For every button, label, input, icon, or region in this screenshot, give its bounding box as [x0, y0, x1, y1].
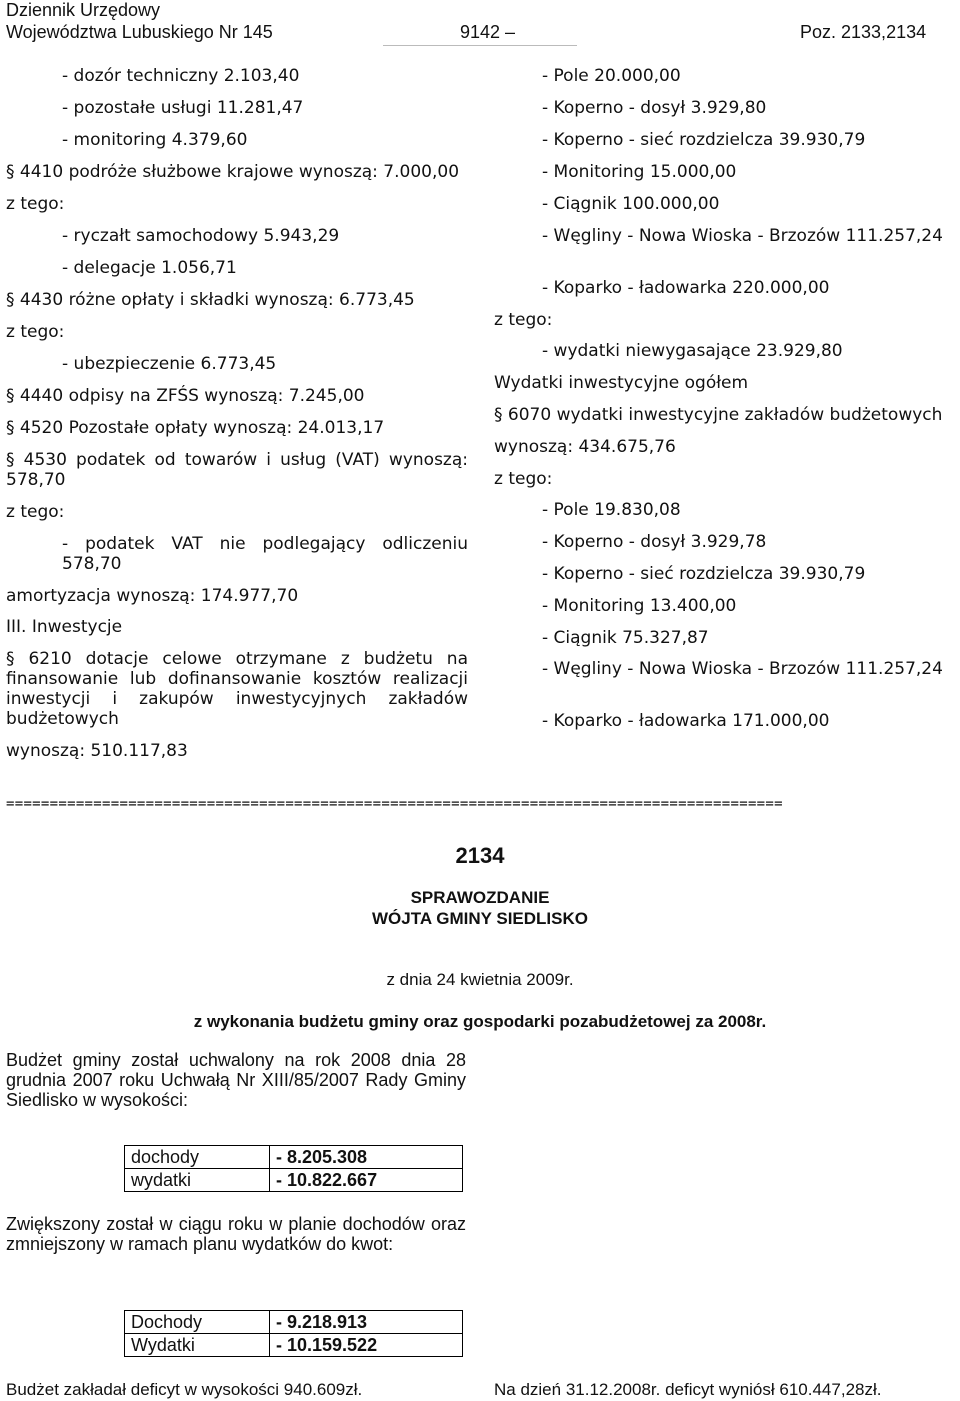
budget-paragraph: Budżet gminy został uchwalony na rok 2008 dnia 28 grudnia 2007 roku Uchwałą Nr XIII/85/2007 Rady Gminy Siedlisko w wysokości:: [6, 1050, 466, 1110]
paragraph-item: § 4530 podatek od towarów i usług (VAT) wynoszą: 578,70: [6, 450, 468, 490]
paragraph-item: § 4440 odpisy na ZFŚS wynoszą: 7.245,00: [6, 386, 365, 406]
z-tego-label: z tego:: [6, 194, 65, 214]
table-row: [125, 1311, 463, 1334]
journal-title: Dziennik Urzędowy: [6, 0, 161, 20]
budget-table: [124, 1145, 463, 1192]
list-item: - Koparko - ładowarka 171.000,00: [542, 711, 830, 731]
table-cell-value: - 8.205.308: [270, 1146, 463, 1169]
document-title-authority: WÓJTA GMINY SIEDLISKO: [372, 909, 588, 928]
z-tego-label: z tego:: [6, 322, 65, 342]
section-heading: III. Inwestycje: [6, 617, 123, 637]
amount-line: wynoszą: 434.675,76: [494, 437, 676, 457]
position-number: Poz. 2133,2134: [800, 22, 927, 42]
list-item: - monitoring 4.379,60: [62, 130, 248, 150]
table-cell-value: - 9.218.913: [270, 1311, 463, 1334]
paragraph-item: § 6070 wydatki inwestycyjne zakładów budżetowych: [494, 405, 943, 425]
table-cell-label: dochody: [125, 1146, 270, 1169]
table-row: [125, 1334, 463, 1357]
paragraph-item: § 4410 podróże służbowe krajowe wynoszą: 7.000,00: [6, 162, 460, 182]
revised-budget-table: [124, 1310, 463, 1357]
list-item: - dozór techniczny 2.103,40: [62, 66, 300, 86]
list-item: - Ciągnik 75.327,87: [542, 628, 709, 648]
table-cell-value: - 10.822.667: [270, 1169, 463, 1192]
journal-subtitle: Województwa Lubuskiego Nr 145: [6, 22, 273, 42]
list-item: - Węgliny - Nowa Wioska - Brzozów 111.257,24: [542, 226, 943, 246]
list-item: - ryczałt samochodowy 5.943,29: [62, 226, 340, 246]
document-number: 2134: [455, 843, 505, 868]
list-item: - Koperno - sieć rozdzielcza 39.930,79: [542, 564, 866, 584]
table-cell-label: Dochody: [125, 1311, 270, 1334]
depreciation-line: amortyzacja wynoszą: 174.977,70: [6, 586, 299, 606]
list-item: - Ciągnik 100.000,00: [542, 194, 720, 214]
section-heading: Wydatki inwestycyjne ogółem: [494, 373, 749, 393]
list-item: - Pole 19.830,08: [542, 500, 681, 520]
z-tego-label: z tego:: [494, 310, 553, 330]
list-item: - Monitoring 15.000,00: [542, 162, 737, 182]
list-item: - Koparko - ładowarka 220.000,00: [542, 278, 830, 298]
list-item: - Monitoring 13.400,00: [542, 596, 737, 616]
deficit-planned: Budżet zakładał deficyt w wysokości 940.609zł.: [6, 1380, 363, 1399]
list-item: - Węgliny - Nowa Wioska - Brzozów 111.257,24: [542, 659, 943, 679]
change-paragraph: Zwiększony został w ciągu roku w planie dochodów oraz zmniejszony w ramach planu wydatków do kwot:: [6, 1214, 466, 1254]
list-item: - ubezpieczenie 6.773,45: [62, 354, 277, 374]
deficit-actual: Na dzień 31.12.2008r. deficyt wyniósł 610.447,28zł.: [494, 1380, 882, 1399]
page-number: 9142 –: [460, 22, 516, 42]
z-tego-label: z tego:: [6, 502, 65, 522]
separator-line: =========================================================================================: [6, 796, 783, 812]
z-tego-label: z tego:: [494, 469, 553, 489]
document-subject: z wykonania budżetu gminy oraz gospodarki pozabudżetowej za 2008r.: [193, 1012, 767, 1031]
list-item: - Koperno - dosył 3.929,80: [542, 98, 767, 118]
list-item: - wydatki niewygasające 23.929,80: [542, 341, 843, 361]
paragraph-item: § 4430 różne opłaty i składki wynoszą: 6.773,45: [6, 290, 415, 310]
document-title: SPRAWOZDANIE: [410, 888, 550, 907]
document-date: z dnia 24 kwietnia 2009r.: [386, 970, 574, 989]
header-rule: [383, 45, 577, 46]
amount-line: wynoszą: 510.117,83: [6, 741, 188, 761]
list-item: - delegacje 1.056,71: [62, 258, 237, 278]
table-row: [125, 1146, 463, 1169]
list-item: - Koperno - dosył 3.929,78: [542, 532, 767, 552]
list-item: - podatek VAT nie podlegający odliczeniu 578,70: [62, 534, 468, 574]
list-item: - pozostałe usługi 11.281,47: [62, 98, 304, 118]
list-item: - Pole 20.000,00: [542, 66, 681, 86]
table-cell-value: - 10.159.522: [270, 1334, 463, 1357]
paragraph-item: § 4520 Pozostałe opłaty wynoszą: 24.013,17: [6, 418, 385, 438]
paragraph-item: § 6210 dotacje celowe otrzymane z budżetu na finansowanie lub dofinansowanie kosztów realizacji inwestycji i zakupów inwestycyjnych zakładów budżetowych: [6, 649, 468, 729]
table-row: [125, 1169, 463, 1192]
table-cell-label: wydatki: [125, 1169, 270, 1192]
list-item: - Koperno - sieć rozdzielcza 39.930,79: [542, 130, 866, 150]
table-cell-label: Wydatki: [125, 1334, 270, 1357]
